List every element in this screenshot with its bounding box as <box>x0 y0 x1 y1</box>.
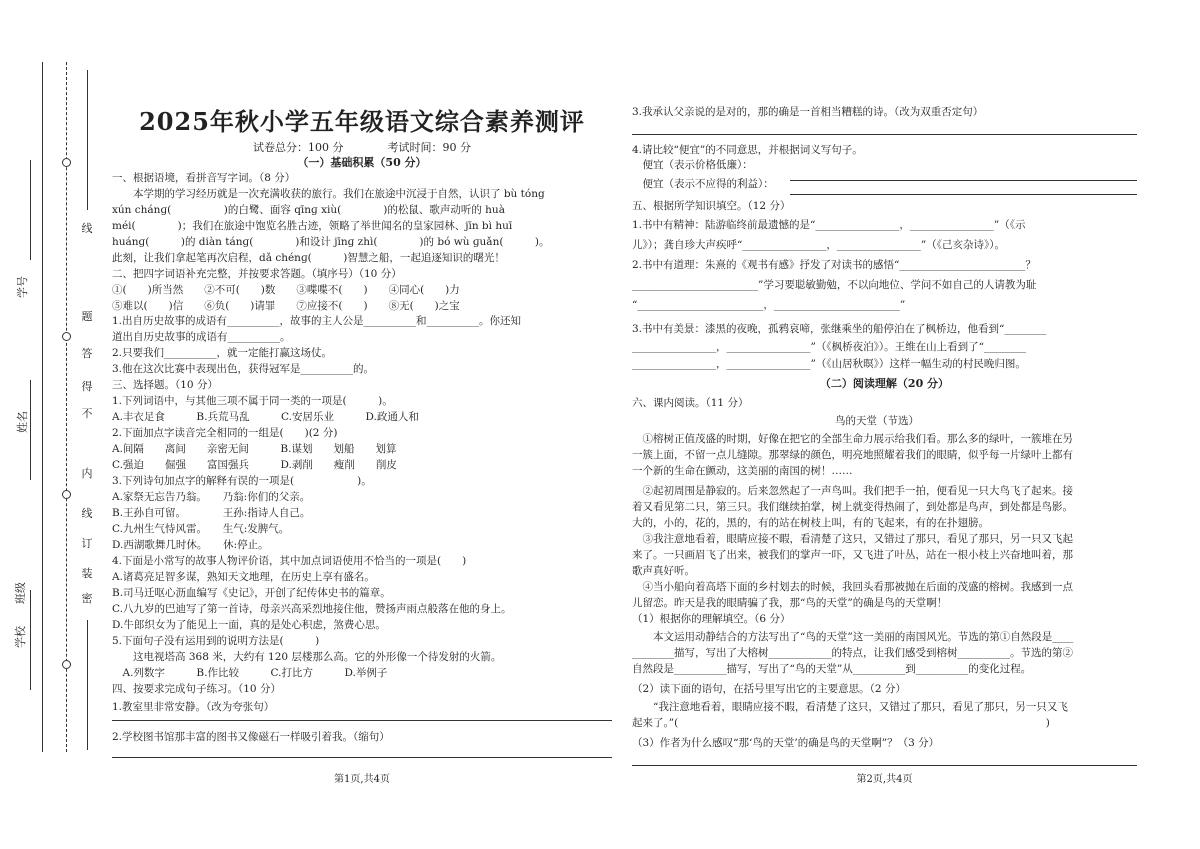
seal-char: 答 <box>81 347 93 360</box>
text-line: 3.他在这次比赛中表现出色，获得冠军是__________的。 <box>112 363 375 375</box>
left-footer: 第1页,共4页 <box>334 774 390 785</box>
text-line: 1.教室里非常安静。（改为夸张句） <box>112 701 275 713</box>
text-line: ________描写，写出了大榕树____________的特点，让我们感受到榕树__________。节选的第② <box>632 647 1073 659</box>
text-line: 本学期的学习经历就是一次充满收获的旅行。我们在旅途中沉浸于自然，认识了 bù tóng <box>112 188 545 200</box>
text-line: 2.书中有道理：朱熹的《观书有感》抒发了对读书的感悟“________________________？ <box>632 259 1036 271</box>
seal-char: 线 <box>81 222 93 235</box>
text-line: （2）读下面的语句，在括号里写出它的主要意思。（2 分） <box>632 683 906 695</box>
text-line: D.牛郎织女为了能见上一面，真的是处心积虑，煞费心思。 <box>112 619 386 631</box>
binding-hole <box>62 158 71 167</box>
text-line: ①榕树正值茂盛的时期，好像在把它的全部生命力展示给我们看。那么多的绿叶，一簇堆在另 <box>632 433 1073 445</box>
text-line: xún chánɡ( )的白鹭、面容 qīnɡ xiù( )的松鼠、歌声动听的 huà <box>112 204 505 216</box>
student-id-label: 学号 <box>16 276 29 298</box>
text-line: 一个新的生命在颤动，这美丽的南国的树！…… <box>632 465 853 477</box>
text-line: （3）作者为什么感叹“那‘鸟的天堂’的确是鸟的天堂啊”？（3 分） <box>632 737 940 749</box>
text-line: 儿》）；龚自珍大声疾呼“________________，________________”（《己亥杂诗》）。 <box>632 239 1005 251</box>
text-line: A.列数字 B.作比较 C.打比方 D.举例子 <box>112 667 388 679</box>
text-line: B.司马迁呕心沥血编写《史记》，开创了纪传体史书的篇章。 <box>112 587 391 599</box>
text-line: ⑤难以( )信 ⑥负( )请罪 ⑦应接不( ) ⑧无( )之宝 <box>112 300 460 312</box>
exam-title: 2025年秋小学五年级语文综合素养测评 <box>139 107 585 136</box>
seal-char: 得 <box>81 380 93 393</box>
text-line: 四、按要求完成句子练习。（10 分） <box>112 683 281 695</box>
text-line: 歌声真好听。 <box>632 565 695 577</box>
text-line: 1.书中有精神：陆游临终前最遗憾的是“________________，________________”（《示 <box>632 219 1026 231</box>
text-line: （1）根据你的理解填空。（6 分） <box>632 613 791 625</box>
seal-char: 题 <box>81 310 93 323</box>
text-line: 五、根据所学知识填空。（12 分） <box>632 200 791 212</box>
text-line: 1.出自历史故事的成语有__________，故事的主人公是__________和__________。你还知 <box>112 315 522 327</box>
text-line: A.诸葛亮足智多谋，熟知天文地理，在历史上享有盛名。 <box>112 571 375 583</box>
text-line: 2.只要我们__________，就一定能打赢这场仗。 <box>112 347 333 359</box>
seal-char: 装 <box>81 567 93 580</box>
text-line: 3.下列诗句加点字的解释有误的一项是( )。 <box>112 475 372 487</box>
text-line: 鸟的天堂（节选） <box>835 415 919 427</box>
binding-hole <box>62 490 71 499</box>
text-line: 六、课内阅读。（11 分） <box>632 397 749 409</box>
text-line: huánɡ( )的 diàn tánɡ( )和设计 jīnɡ zhì( )的 bó wù ɡuǎn( )。 <box>112 236 550 248</box>
text-line: 4.请比较“便宜”的不同意思，并根据词义写句子。 <box>632 144 863 156</box>
text-line: 3.我承认父亲说的是对的，那的确是一首相当糟糕的诗。（改为双重否定句） <box>632 106 984 118</box>
text-line: 2.学校图书馆那丰富的图书又像磁石一样吸引着我。（缩句） <box>112 731 390 743</box>
text-line: 此刻，让我们拿起笔再次启程，dǎ chénɡ( )智慧之船，一起追逐知识的曙光！ <box>112 252 505 264</box>
text-line: ________________，________________”（《枫桥夜泊》）。王维在山上看到了“________ <box>632 341 1026 353</box>
text-line: 便宜（表示不应得的利益）： <box>632 178 774 190</box>
binding-hole <box>62 332 71 341</box>
seal-char: 线 <box>81 507 93 520</box>
text-line: ③我注意地看着，眼睛应接不暇，看清楚了这只，又错过了那只，看见了那只，另一只又飞起 <box>632 533 1073 545</box>
text-line: 5.下面句子没有运用到的说明方法是( ) <box>112 635 320 647</box>
reading-section-title: （二）阅读理解（20 分） <box>819 377 950 390</box>
text-line: 自然段是__________描写，写出了“鸟的天堂”从__________到__________的变化过程。 <box>632 663 1032 675</box>
text-line: 一簇上面，不留一点儿缝隙。那翠绿的颜色，明亮地照耀着我们的眼睛，似乎每一片绿叶上都有 <box>632 449 1073 461</box>
text-line: ________________，________________”（《山居秋暝》）这样一幅生动的村民晚归图。 <box>632 358 1026 370</box>
text-line: 二、把四字词语补充完整，并按要求答题。（填序号）（10 分） <box>112 268 402 280</box>
right-footer: 第2页,共4页 <box>856 774 913 785</box>
text-line: 2.下面加点字读音完全相同的一组是( )(2 分) <box>112 427 338 439</box>
text-line: 4.下面是小常写的故事人物评价语，其中加点词语使用不恰当的一项是( ) <box>112 555 467 567</box>
text-line: B.王孙自可留。 王孙:指诗人自己。 <box>112 507 311 519</box>
seal-char: 密 <box>81 592 93 605</box>
text-line: 本文运用动静结合的方法写出了“鸟的天堂”这一美丽的南国风光。节选的第①自然段是____ <box>632 631 1074 643</box>
text-line: 着又看见第二只，第三只。我们继续拍掌，树上就变得热闹了，到处都是鸟声，到处都是鸟影。 <box>632 501 1073 513</box>
exam-meta: 试卷总分：100 分 考试时间：90 分 <box>253 141 471 154</box>
seal-char: 内 <box>81 467 93 480</box>
text-line: 1.下列词语中，与其他三项不属于同一类的一项是( )。 <box>112 395 393 407</box>
text-line: 大的，小的，花的，黑的，有的站在树枝上叫，有的飞起来，有的在扑翅膀。 <box>632 517 989 529</box>
text-line: C.八九岁的巴迪写了第一首诗，母亲兴高采烈地接住他，赞扬声雨点般落在他的身上。 <box>112 603 512 615</box>
section-one-title: （一）基础积累（50 分） <box>297 156 427 169</box>
text-line: D.西湖歌舞几时休。 休:停止。 <box>112 539 269 551</box>
text-line: 起来了。”( ) <box>632 717 1050 729</box>
text-line: C.九州生气恃风雷。 生气:发脾气。 <box>112 523 290 535</box>
text-line: ④当小船向着高塔下面的乡村划去的时候，我回头看那被抛在后面的茂盛的榕树。我感到一点 <box>632 581 1073 593</box>
seal-char: 不 <box>81 407 93 420</box>
binding-hole <box>62 660 71 669</box>
text-line: 三、选择题。（10 分） <box>112 379 218 391</box>
text-line: 儿留恋。昨天是我的眼睛骗了我，那“鸟的天堂”的确是鸟的天堂啊！ <box>632 597 948 609</box>
text-line: A.家祭无忘告乃翁。 乃翁:你们的父亲。 <box>112 491 311 503</box>
text-line: 这电视塔高 368 米，大约有 120 层楼那么高。它的外形像一个待发射的火箭。 <box>112 651 502 663</box>
text-line: ②起初周围是静寂的。后来忽然起了一声鸟叫。我们把手一拍，便看见一只大鸟飞了起来。接 <box>632 485 1073 497</box>
text-line: 3.书中有美景：漆黑的夜晚，孤鸦哀啼，张继乘坐的船停泊在了枫桥边，他看到“________ <box>632 323 1047 335</box>
school-class-label: 学校 班级 <box>14 582 27 648</box>
text-line: “我注意地看着，眼睛应接不暇，看清楚了这只，又错过了那只，看见了那只，另一只又飞 <box>632 701 1068 713</box>
text-line: ①( )所当然 ②不可( )数 ③喋喋不( ) ④同心( )力 <box>112 284 460 296</box>
text-line: ________________________”学习要聪敏勤勉，不以向地位、学问不如自己的人请教为耻 <box>632 279 1037 291</box>
text-line: “________________________，________________________” <box>632 299 906 311</box>
seal-char: 订 <box>81 537 93 550</box>
text-line: A.丰衣足食 B.兵荒马乱 C.安居乐业 D.政通人和 <box>112 411 419 423</box>
text-line: 来了。一只画眉飞了出来，被我们的掌声一吓，又飞进了叶丛，站在一根小枝上兴奋地叫着，那 <box>632 549 1073 561</box>
text-line: A.间隔 离间 亲密无间 B.谋划 划船 划算 <box>112 443 397 455</box>
text-line: 便宜（表示价格低廉）： <box>632 159 753 171</box>
text-line: 一、根据语境，看拼音写字词。（8 分） <box>112 172 296 184</box>
text-line: C.强迫 倔强 富国强兵 D.剥削 瘦削 削皮 <box>112 459 397 471</box>
name-label: 姓名 <box>16 411 29 433</box>
text-line: 道出自历史故事的成语有__________。 <box>112 331 291 343</box>
text-line: méi( )；我们在旅途中饱览名胜古迹，领略了举世闻名的皇家园林、jīn bì huī <box>112 220 513 232</box>
